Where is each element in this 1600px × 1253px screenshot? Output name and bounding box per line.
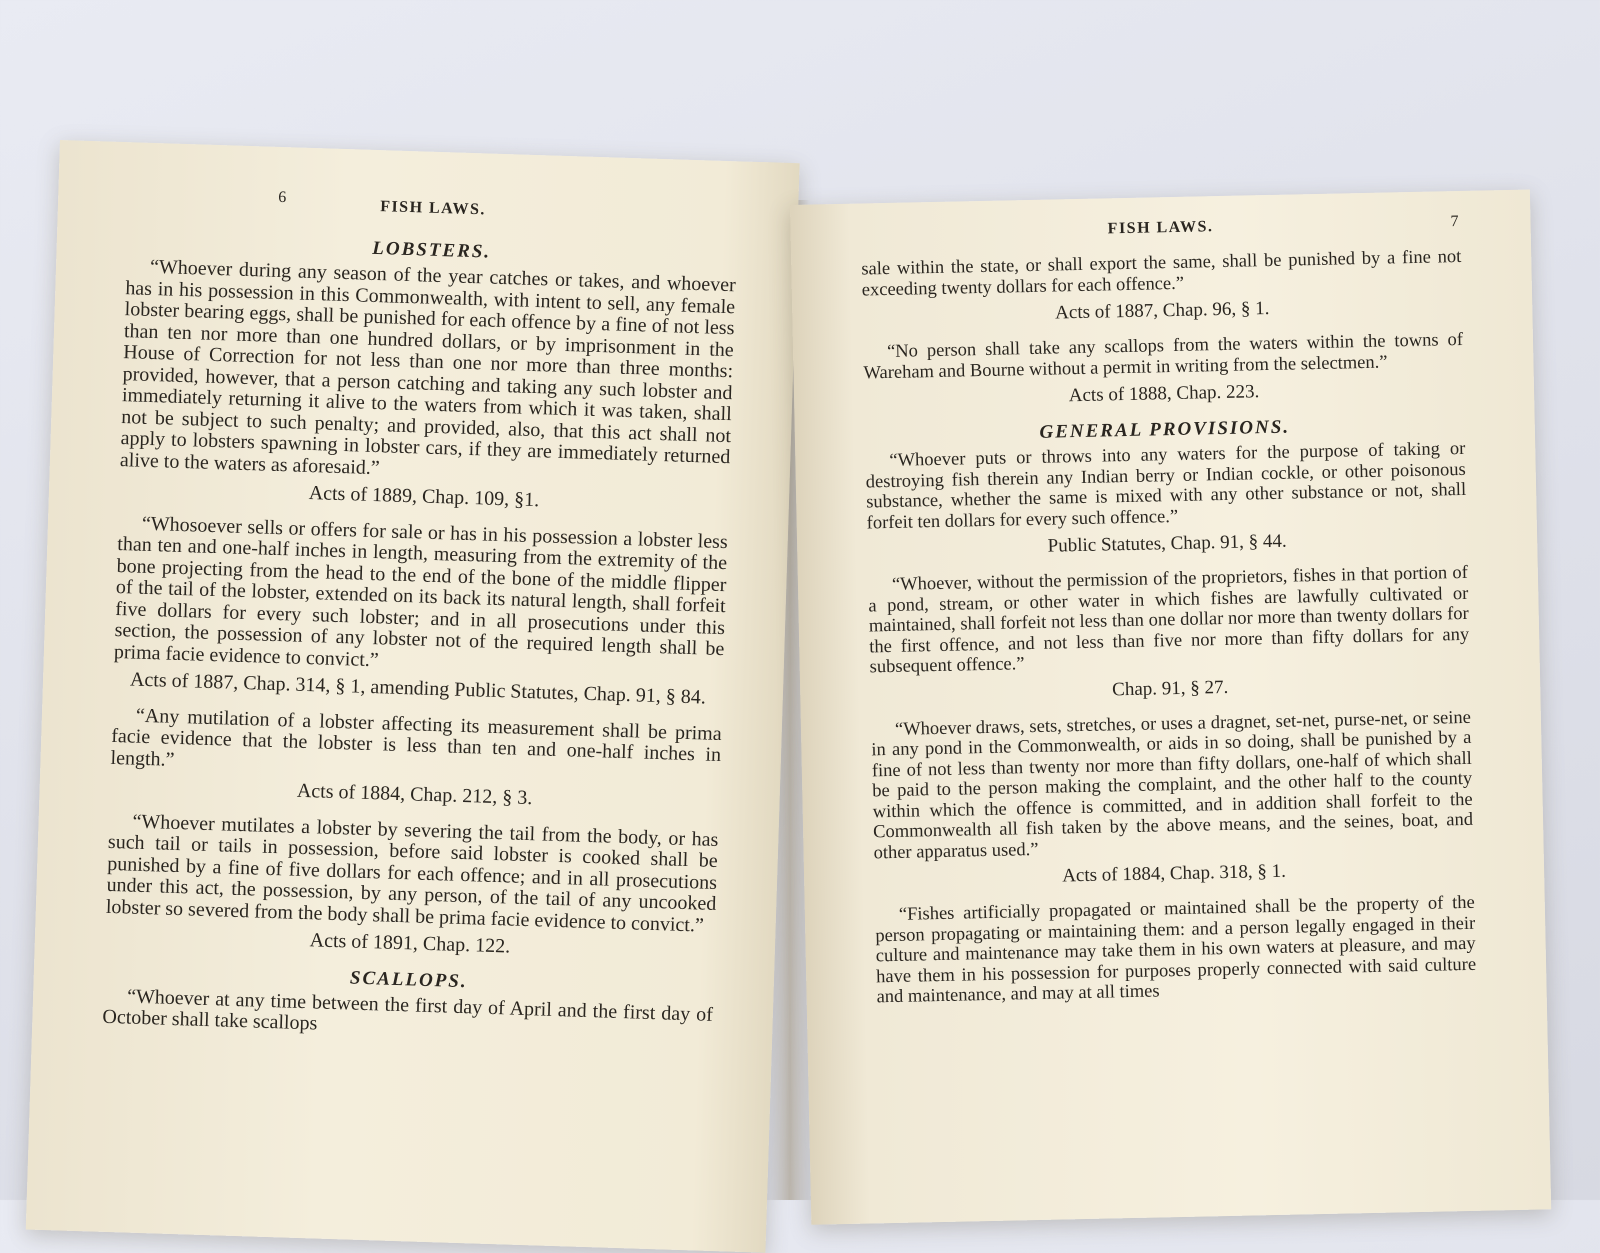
law-paragraph: “Whoever mutilates a lobster by severing the tail from the body, or has such tail or tails in possession, before said lobster is cooked shall be punished by a fine of five dollars for each offence; and in all prosecutions under this act, the possession, by any person, of the tail of any uncooked lobster so severed from the body shall be prima facie evidence to convict.” [105, 810, 719, 937]
law-citation: Acts of 1888, Chap. 223. [1068, 381, 1260, 407]
law-paragraph: “Whoever during any season of the year catches or takes, and whoever has in his possession in this Commonwealth, with intent to sell, any female lobster bearing eggs, shall be punished for each offence by a fine of not less than ten nor more than one hundred dollars, or by imprisonment in the House of Correction for not less than one nor more than three months: provided, however, that a person catching and taking any such lobster and immediately returning it alive to the waters from which it was taken, shall not be subject to such penalty; and provided, also, that this act shall not apply to lobsters spawning in lobster cars, if they are immediately returned alive to the waters as aforesaid.” [119, 255, 737, 479]
page-number: 6 [278, 188, 289, 207]
law-citation: Acts of 1887, Chap. 314, § 1, amending Public Statutes, Chap. 91, § 84. [129, 668, 707, 709]
page-number: 7 [1450, 212, 1461, 231]
law-paragraph: “Whoever puts or throws into any waters for the purpose of taking or destroying fish therein any Indian berry or Indian cockle, or other poisonous substance, whether the same is mixed with any other substance or not, shall forfeit ten dollars for every such offence.” [865, 438, 1467, 533]
section-title-general-provisions: GENERAL PROVISIONS. [1039, 416, 1291, 443]
section-title-lobsters: LOBSTERS. [371, 237, 492, 263]
law-citation: Acts of 1884, Chap. 318, § 1. [1062, 860, 1287, 887]
left-page [26, 140, 800, 1253]
section-title-scallops: SCALLOPS. [349, 967, 468, 992]
law-paragraph: “Whoever at any time between the first day of April and the first day of October shall take scallops [102, 985, 714, 1035]
law-paragraph: “Any mutilation of a lobster affecting its measurement shall be prima facie evidence that the lobster is less than ten and one-half inches in length.” [110, 704, 723, 771]
right-page-text [860, 213, 1476, 1008]
law-citation: Public Statutes, Chap. 91, § 44. [1047, 530, 1287, 557]
left-page-text [102, 190, 738, 1047]
law-paragraph: “Whosoever sells or offers for sale or has in his possession a lobster less than ten and one-half inches in length, measuring from the extremity of the bone projecting from the head to the end of the bone of the middle flipper of the tail of the lobster, extended on its back its natural length, shall forfeit five dollars for every such lobster; and in all prosecutions under this section, the possession of any lobster not of the required length shall be prima facie evidence to convict.” [113, 512, 729, 671]
running-title: FISH LAWS. [379, 198, 487, 219]
right-page [790, 190, 1551, 1225]
law-citation: Chap. 91, § 27. [1111, 676, 1229, 700]
law-citation: Acts of 1889, Chap. 109, §1. [308, 481, 540, 512]
law-paragraph: “Fishes artificially propagated or maintained shall be the property of the person propagating or maintaining them: and a person legally engaged in their culture and maintenance may take them in his own waters at pleasure, and may have them in his possession for purposes properly connected with said culture and maintenance, and may at all times [875, 892, 1477, 1008]
law-paragraph: “No person shall take any scallops from the waters within the towns of Wareham and Bourne without a permit in writing from the selectmen.” [863, 329, 1464, 383]
law-citation: Acts of 1891, Chap. 122. [309, 929, 511, 958]
law-citation: Acts of 1884, Chap. 212, § 3. [296, 779, 533, 810]
law-citation: Acts of 1887, Chap. 96, § 1. [1054, 297, 1270, 324]
law-paragraph: “Whoever draws, sets, stretches, or uses a dragnet, set-net, purse-net, or seine in any pond in the Commonwealth, or aids in so doing, shall be punished by a fine of not less than twenty nor more than fifty dollars, one-half of which shall be paid to the person making the complaint, and the other half to the county within which the offence is committed, and in addition shall forfeit to the Commonwealth all fish taken by the above means, and the seines, boat, and other apparatus used.” [871, 707, 1474, 863]
law-paragraph: “Whoever, without the permission of the proprietors, fishes in that portion of a pond, stream, or other water in which fishes are lawfully cultivated or maintained, shall forfeit not less than one dollar nor more than twenty dollars for the first offence, and not less than five nor more than fifty dollars for any subsequent offence.” [868, 562, 1470, 678]
law-paragraph: sale within the state, or shall export the same, shall be punished by a fine not exceeding twenty dollars for each offence.” [861, 246, 1462, 301]
running-title: FISH LAWS. [1107, 218, 1214, 238]
